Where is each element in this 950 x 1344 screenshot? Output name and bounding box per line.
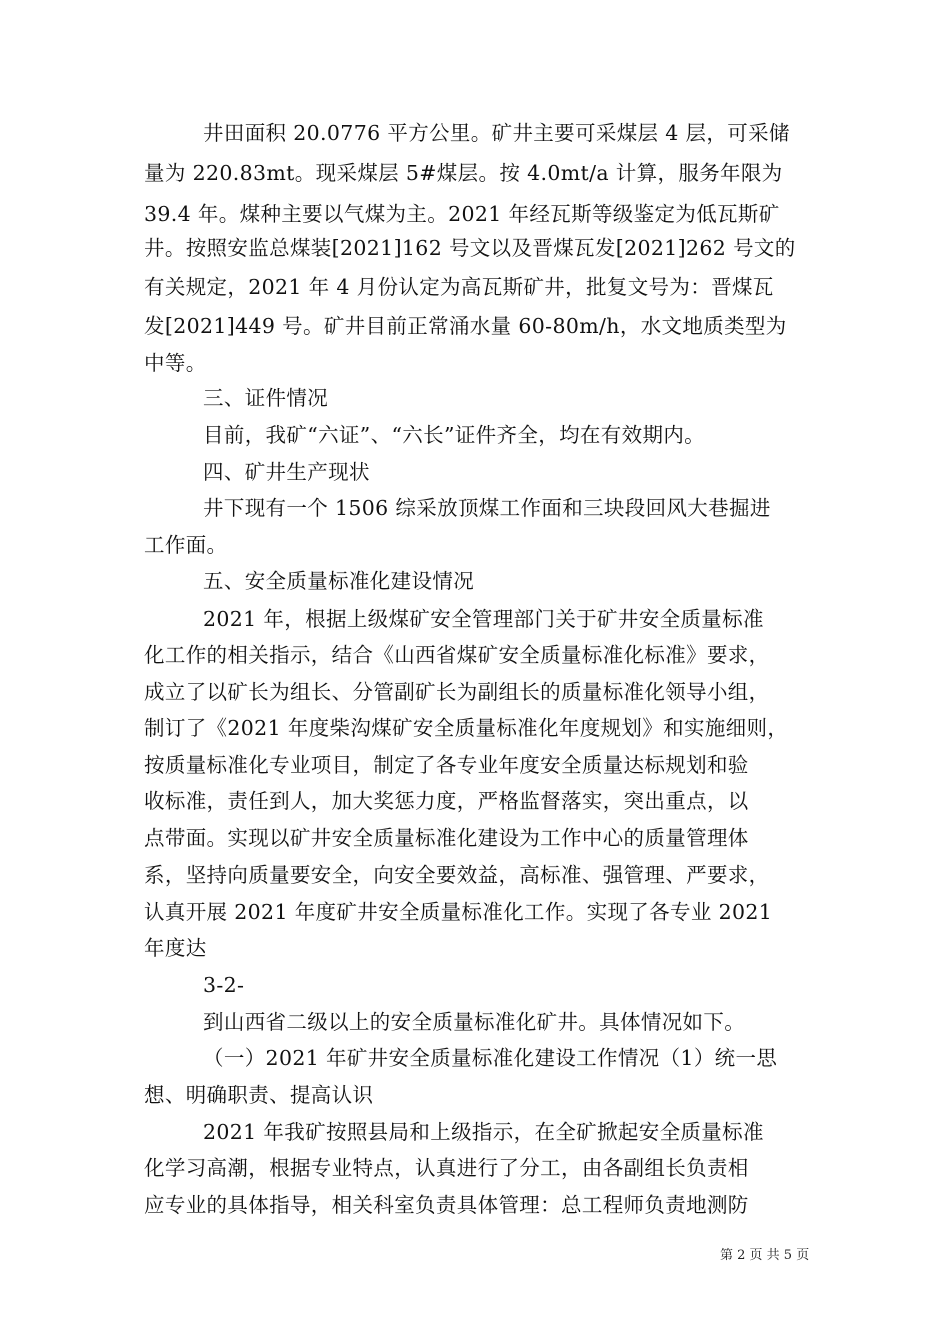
text-line: 井。按照安监总煤装[2021]162 号文以及晋煤瓦发[2021]262 号文的 <box>144 236 796 260</box>
section-heading: 四、矿井生产现状 <box>203 460 370 484</box>
text-line: 年度达 <box>144 936 207 960</box>
text-line: 点带面。实现以矿井安全质量标准化建设为工作中心的质量管理体 <box>144 826 749 850</box>
text-line: 到山西省二级以上的安全质量标准化矿井。具体情况如下。 <box>203 1010 746 1034</box>
text-line: 2021 年我矿按照县局和上级指示，在全矿掀起安全质量标准 <box>203 1120 764 1144</box>
text-line: 化工作的相关指示，结合《山西省煤矿安全质量标准化标准》要求， <box>144 643 770 667</box>
section-heading: 五、安全质量标准化建设情况 <box>203 569 475 593</box>
text-line: 收标准，责任到人，加大奖惩力度，严格监督落实，突出重点，以 <box>144 789 749 813</box>
text-line: 系，坚持向质量要安全，向安全要效益，高标准、强管理、严要求， <box>144 863 770 887</box>
text-line: 中等。 <box>144 351 207 375</box>
text-line: 按质量标准化专业项目，制定了各专业年度安全质量达标规划和验 <box>144 753 749 777</box>
text-line: 井田面积 20.0776 平方公里。矿井主要可采煤层 4 层，可采储 <box>203 121 790 145</box>
page-number-footer: 第 2 页 共 5 页 <box>720 1248 810 1263</box>
section-heading: 三、证件情况 <box>203 386 329 410</box>
text-line: 认真开展 2021 年度矿井安全质量标准化工作。实现了各专业 2021 <box>144 900 773 924</box>
text-line: 量为 220.83mt。现采煤层 5#煤层。按 4.0mt/a 计算，服务年限为 <box>144 161 783 185</box>
text-line: 发[2021]449 号。矿井目前正常涌水量 60-80m/h，水文地质类型为 <box>144 314 787 338</box>
text-line: 应专业的具体指导，相关科室负责具体管理：总工程师负责地测防 <box>144 1193 749 1217</box>
text-line: 39.4 年。煤种主要以气煤为主。2021 年经瓦斯等级鉴定为低瓦斯矿 <box>144 202 780 226</box>
text-line: 井下现有一个 1506 综采放顶煤工作面和三块段回风大巷掘进 <box>203 496 771 520</box>
text-line: 想、明确职责、提高认识 <box>144 1083 374 1107</box>
text-line: 化学习高潮，根据专业特点，认真进行了分工，由各副组长负责相 <box>144 1156 749 1180</box>
text-line: （一）2021 年矿井安全质量标准化建设工作情况（1）统一思 <box>203 1046 778 1070</box>
text-line: 制订了《2021 年度柴沟煤矿安全质量标准化年度规划》和实施细则， <box>144 716 789 740</box>
text-line: 2021 年，根据上级煤矿安全管理部门关于矿井安全质量标准 <box>203 607 764 631</box>
text-line: 有关规定，2021 年 4 月份认定为高瓦斯矿井，批复文号为：晋煤瓦 <box>144 275 774 299</box>
page-marker: 3-2- <box>203 973 245 997</box>
text-line: 目前，我矿“六证”、“六长”证件齐全，均在有效期内。 <box>203 423 706 447</box>
text-line: 工作面。 <box>144 533 228 557</box>
text-line: 成立了以矿长为组长、分管副矿长为副组长的质量标准化领导小组， <box>144 680 770 704</box>
